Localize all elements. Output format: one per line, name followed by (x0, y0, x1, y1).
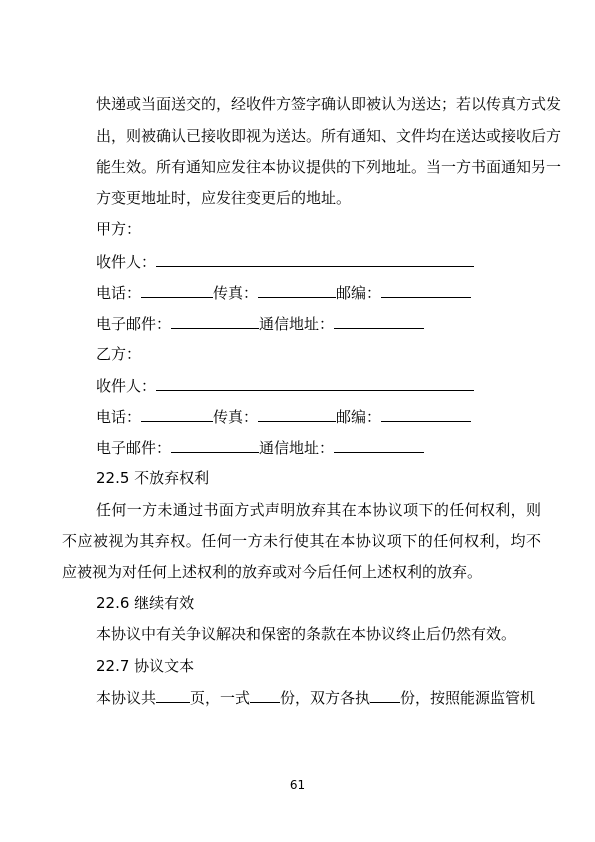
address-blank[interactable] (334, 314, 424, 329)
party-b-label: 乙方： (96, 345, 142, 363)
recipient-blank[interactable] (156, 252, 474, 267)
fax-blank[interactable] (258, 407, 336, 422)
text-segment: 份，双方各执 (280, 689, 371, 707)
text-segment: 本协议共 (96, 689, 157, 707)
pages-blank[interactable] (156, 688, 190, 703)
recipient-blank[interactable] (156, 376, 474, 391)
postcode-label: 邮编： (336, 284, 382, 302)
email-blank[interactable] (171, 314, 259, 329)
section-heading: 22.7 协议文本 (96, 657, 195, 675)
address-blank[interactable] (334, 438, 424, 453)
party-a-recipient-row (96, 252, 474, 270)
postcode-label: 邮编： (336, 408, 382, 426)
paragraph-line: 出，则被确认已接收即视为送达。所有通知、文件均在送达或接收后方 (96, 127, 562, 145)
party-b-email-row (96, 438, 424, 456)
phone-label: 电话： (96, 284, 142, 302)
paragraph-line: 任何一方未通过书面方式声明放弃其在本协议项下的任何权利，则 (96, 501, 541, 519)
section-heading: 22.6 继续有效 (96, 594, 195, 612)
fax-label: 传真： (213, 284, 259, 302)
recipient-label: 收件人： (96, 377, 157, 395)
paragraph-line: 不应被视为其弃权。任何一方未行使其在本协议项下的任何权利，均不 (62, 532, 541, 550)
email-blank[interactable] (171, 438, 259, 453)
party-b-recipient-row (96, 376, 474, 394)
paragraph-line: 快递或当面送交的，经收件方签字确认即被认为送达；若以传真方式发 (96, 95, 562, 113)
agreement-copies-line (96, 688, 541, 706)
paragraph-line: 本协议中有关争议解决和保密的条款在本协议终止后仍然有效。 (96, 625, 517, 643)
fax-blank[interactable] (258, 283, 336, 298)
party-a-contact-row (96, 283, 471, 301)
party-a-email-row (96, 314, 424, 332)
party-a-label: 甲方： (96, 220, 142, 238)
text-segment: 份，按照能源监管机 (400, 689, 536, 707)
postcode-blank[interactable] (381, 407, 471, 422)
paragraph-line: 应被视为对任何上述权利的放弃或对今后任何上述权利的放弃。 (62, 563, 483, 581)
copies-blank[interactable] (250, 688, 280, 703)
text-segment: 页，一式 (190, 689, 251, 707)
each-party-copies-blank[interactable] (370, 688, 400, 703)
phone-blank[interactable] (141, 283, 213, 298)
phone-blank[interactable] (141, 407, 213, 422)
page-number: 61 (289, 778, 306, 792)
postcode-blank[interactable] (381, 283, 471, 298)
email-label: 电子邮件： (96, 315, 172, 333)
phone-label: 电话： (96, 408, 142, 426)
email-label: 电子邮件： (96, 439, 172, 457)
section-heading: 22.5 不放弃权利 (96, 469, 210, 487)
recipient-label: 收件人： (96, 253, 157, 271)
address-label: 通信地址： (259, 439, 335, 457)
address-label: 通信地址： (259, 315, 335, 333)
paragraph-line: 能生效。所有通知应发往本协议提供的下列地址。当一方书面通知另一 (96, 158, 562, 176)
party-b-contact-row (96, 407, 471, 425)
fax-label: 传真： (213, 408, 259, 426)
paragraph-line: 方变更地址时，应发往变更后的地址。 (96, 189, 352, 207)
